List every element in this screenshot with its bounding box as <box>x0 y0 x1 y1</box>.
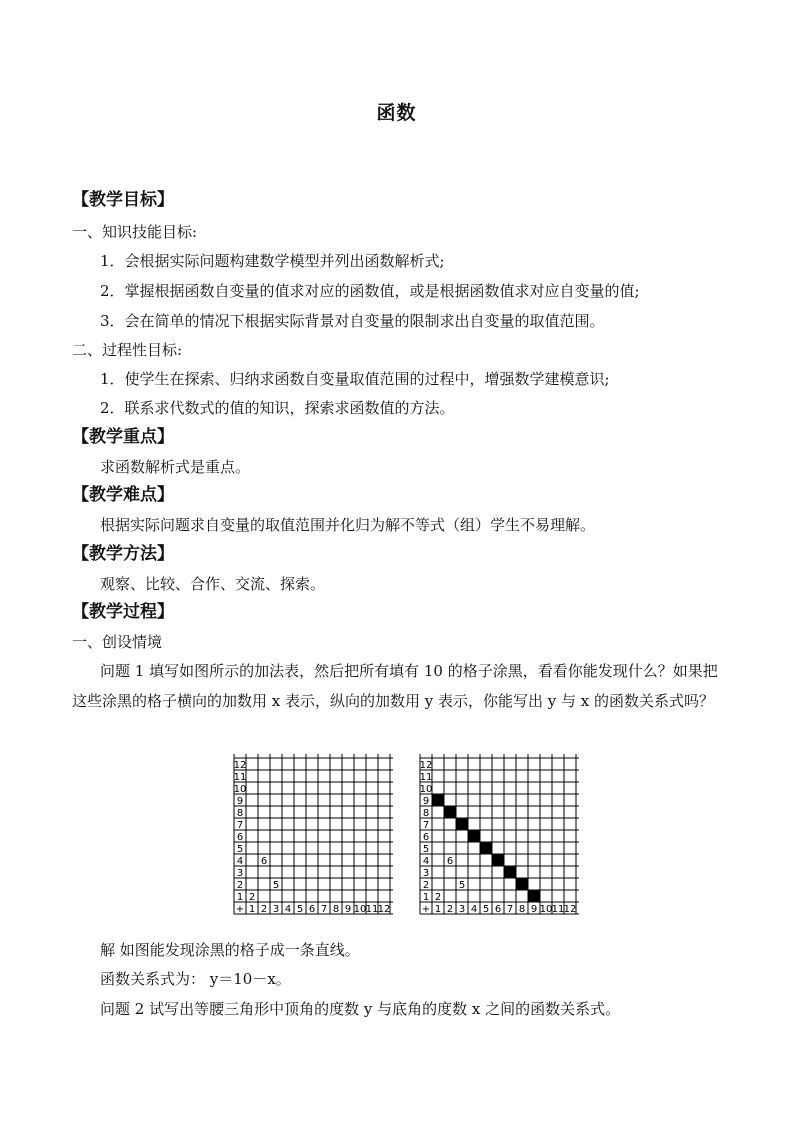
axis-number-x: 12 <box>377 904 391 915</box>
shaded-cell <box>444 806 456 818</box>
method-text: 观察、比较、合作、交流、探索。 <box>100 575 326 593</box>
solution-text: 解 如图能发现涂黑的格子成一条直线。 <box>100 941 360 959</box>
axis-number-y: 7 <box>236 820 244 831</box>
addition-table-figure <box>228 750 404 922</box>
axis-number-y: 6 <box>422 832 430 843</box>
axis-number-y: 6 <box>236 832 244 843</box>
axis-number-y: 7 <box>422 820 430 831</box>
axis-number-y: 11 <box>419 772 433 783</box>
problem-1: 问题 1 填写如图所示的加法表，然后把所有填有 10 的格子涂黑，看看你能发现什么？如果把这些涂黑的格子横向的加数用 x 表示，纵向的加数用 y 表示，你能写出 y 与 x 的函数关系式吗？ <box>72 662 718 710</box>
axis-number-y: 3 <box>422 868 430 879</box>
axis-number-x: 4 <box>470 904 478 915</box>
goals-2-item: 2．联系求代数式的值的知识，探索求函数值的方法。 <box>100 399 455 417</box>
axis-number-x: 8 <box>332 904 340 915</box>
axis-number-y: 8 <box>236 808 244 819</box>
axis-number-y: 5 <box>422 844 430 855</box>
axis-number-y: 10 <box>233 784 247 795</box>
section-heading-key: 【教学重点】 <box>72 427 174 447</box>
axis-number-y: 2 <box>236 880 244 891</box>
axis-number-y: 9 <box>236 796 244 807</box>
shaded-cell <box>480 842 492 854</box>
axis-number-x: 7 <box>320 904 328 915</box>
axis-number-x: 5 <box>296 904 304 915</box>
axis-number-x: 1 <box>248 904 256 915</box>
function-relation: 函数关系式为： y＝10－x。 <box>100 970 291 988</box>
table-cell-value: 5 <box>458 880 466 891</box>
shaded-cell <box>528 890 540 902</box>
axis-number-y: 3 <box>236 868 244 879</box>
table-cell-value: 5 <box>272 880 280 891</box>
addition-table-figure-shaded <box>414 750 590 922</box>
axis-number-y: 1 <box>236 892 244 903</box>
axis-number-y: 4 <box>422 856 430 867</box>
section-1-title: 一、创设情境 <box>72 633 163 651</box>
plus-sign: + <box>421 904 431 915</box>
addition-table-left <box>228 750 404 922</box>
axis-number-x: 1 <box>434 904 442 915</box>
axis-number-x: 3 <box>272 904 280 915</box>
goals-1-item: 2．掌握根据函数自变量的值求对应的函数值，或是根据函数值求对应自变量的值; <box>100 282 640 300</box>
goals-1-title: 一、知识技能目标: <box>72 223 198 241</box>
axis-number-x: 6 <box>494 904 502 915</box>
axis-number-x: 6 <box>308 904 316 915</box>
axis-number-y: 10 <box>419 784 433 795</box>
axis-number-y: 4 <box>236 856 244 867</box>
table-cell-value: 2 <box>434 892 442 903</box>
shaded-cell <box>468 830 480 842</box>
addition-table-right <box>414 750 590 922</box>
axis-number-x: 11 <box>551 904 565 915</box>
axis-number-x: 10 <box>353 904 367 915</box>
axis-number-y: 11 <box>233 772 247 783</box>
axis-number-y: 2 <box>422 880 430 891</box>
shaded-cell <box>504 866 516 878</box>
axis-number-x: 11 <box>365 904 379 915</box>
axis-number-x: 2 <box>260 904 268 915</box>
axis-number-y: 12 <box>233 760 247 771</box>
page-title: 函数 <box>376 102 417 124</box>
table-cell-value: 2 <box>248 892 256 903</box>
shaded-cell <box>516 878 528 890</box>
axis-number-x: 3 <box>458 904 466 915</box>
axis-number-x: 9 <box>530 904 538 915</box>
section-heading-difficulty: 【教学难点】 <box>72 485 174 505</box>
axis-number-x: 12 <box>563 904 577 915</box>
table-cell-value: 6 <box>260 856 268 867</box>
section-heading-method: 【教学方法】 <box>72 544 174 564</box>
problem-2: 问题 2 试写出等腰三角形中顶角的度数 y 与底角的度数 x 之间的函数关系式。 <box>100 1000 621 1018</box>
shaded-cell <box>432 794 444 806</box>
axis-number-y: 9 <box>422 796 430 807</box>
axis-number-x: 7 <box>506 904 514 915</box>
axis-number-x: 5 <box>482 904 490 915</box>
axis-number-y: 8 <box>422 808 430 819</box>
shaded-cell <box>492 854 504 866</box>
shaded-cell <box>456 818 468 830</box>
axis-number-x: 10 <box>539 904 553 915</box>
goals-2-item: 1．使学生在探索、归纳求函数自变量取值范围的过程中，增强数学建模意识; <box>100 370 610 388</box>
key-text: 求函数解析式是重点。 <box>100 458 251 476</box>
table-cell-value: 6 <box>446 856 454 867</box>
axis-number-y: 5 <box>236 844 244 855</box>
section-heading-process: 【教学过程】 <box>72 602 174 622</box>
goals-2-title: 二、过程性目标: <box>72 341 183 359</box>
goals-1-item: 3．会在简单的情况下根据实际背景对自变量的限制求出自变量的取值范围。 <box>100 312 605 330</box>
axis-number-x: 8 <box>518 904 526 915</box>
section-heading-goals: 【教学目标】 <box>72 190 174 210</box>
axis-number-y: 1 <box>422 892 430 903</box>
difficulty-text: 根据实际问题求自变量的取值范围并化归为解不等式（组）学生不易理解。 <box>100 516 596 534</box>
axis-number-y: 12 <box>419 760 433 771</box>
axis-number-x: 9 <box>344 904 352 915</box>
plus-sign: + <box>235 904 245 915</box>
axis-number-x: 4 <box>284 904 292 915</box>
goals-1-item: 1．会根据实际问题构建数学模型并列出函数解析式; <box>100 252 445 270</box>
axis-number-x: 2 <box>446 904 454 915</box>
